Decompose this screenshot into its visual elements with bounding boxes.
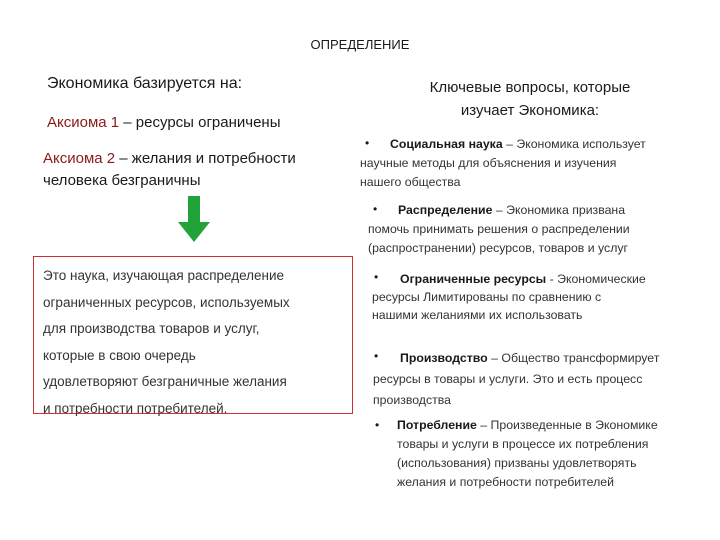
- down-arrow-icon: [178, 196, 210, 242]
- definition-line: которые в свою очередь: [43, 347, 196, 363]
- question-text: помочь принимать решения о распределении: [368, 222, 630, 236]
- question-term: Распределение: [398, 203, 493, 217]
- question-text: товары и услуги в процессе их потребления: [397, 437, 649, 451]
- question-text: ресурсы Лимитированы по сравнению с: [372, 290, 602, 304]
- definition-line: и потребности потребителей.: [43, 400, 228, 416]
- questions-heading-line2: изучает Экономика:: [460, 102, 600, 119]
- bullet-icon: •: [365, 136, 370, 150]
- question-text: – Произведенные в Экономике: [476, 418, 658, 432]
- definition-line: Это наука, изучающая распределение: [43, 268, 285, 283]
- question-item-production: [373, 348, 659, 411]
- question-text: нашими желаниями их использовать: [372, 308, 583, 322]
- down-arrow-shape: [178, 196, 210, 242]
- bullet-icon: •: [375, 418, 380, 432]
- axiom-2-text-line1: – желания и потребности: [115, 150, 296, 167]
- axiom-2: [43, 148, 296, 192]
- question-text: производства: [373, 393, 451, 407]
- definition-line: удовлетворяют безграничные желания: [43, 374, 287, 389]
- question-item-consumption: [397, 416, 658, 492]
- definition-line: ограниченных ресурсов, используемых: [43, 294, 290, 310]
- bullet-icon: •: [374, 270, 379, 284]
- question-text: ресурсы в товары и услуги. Это и есть процесс: [373, 372, 643, 386]
- axiom-1-text: – ресурсы ограничены: [119, 114, 281, 131]
- question-item-limited-resources: [372, 270, 646, 324]
- definition-box: [33, 256, 353, 414]
- questions-heading-line1: Ключевые вопросы, которые: [429, 79, 631, 96]
- question-text: – Экономика использует: [502, 137, 646, 151]
- question-text: научные методы для объяснения и изучения: [360, 156, 617, 170]
- question-term: Ограниченные ресурсы: [400, 272, 547, 286]
- question-item-distribution: [368, 201, 630, 258]
- axiom-2-name: Аксиома 2: [43, 150, 116, 167]
- axiom-1: [47, 114, 281, 131]
- axiom-1-name: Аксиома 1: [47, 114, 120, 131]
- question-text: (распространении) ресурсов, товаров и услуг: [368, 241, 628, 255]
- question-item-social-science: [360, 135, 646, 192]
- question-text: – Общество трансформирует: [487, 351, 660, 365]
- question-text: – Экономика призвана: [492, 203, 626, 217]
- question-text: - Экономические: [546, 272, 646, 286]
- bullet-icon: •: [373, 202, 378, 216]
- question-term: Социальная наука: [390, 137, 503, 151]
- question-text: желания и потребности потребителей: [397, 475, 614, 489]
- axiom-2-text-line2: человека безграничны: [43, 172, 201, 189]
- base-heading: Экономика базируется на:: [47, 75, 243, 92]
- question-text: (использования) призваны удовлетворять: [397, 456, 637, 470]
- question-term: Производство: [400, 351, 488, 365]
- bullet-icon: •: [374, 349, 379, 363]
- question-text: нашего общества: [360, 175, 461, 189]
- page-title: ОПРЕДЕЛЕНИЕ: [310, 37, 410, 52]
- questions-heading: [400, 76, 660, 122]
- question-term: Потребление: [397, 418, 477, 432]
- definition-line: для производства товаров и услуг,: [43, 321, 260, 336]
